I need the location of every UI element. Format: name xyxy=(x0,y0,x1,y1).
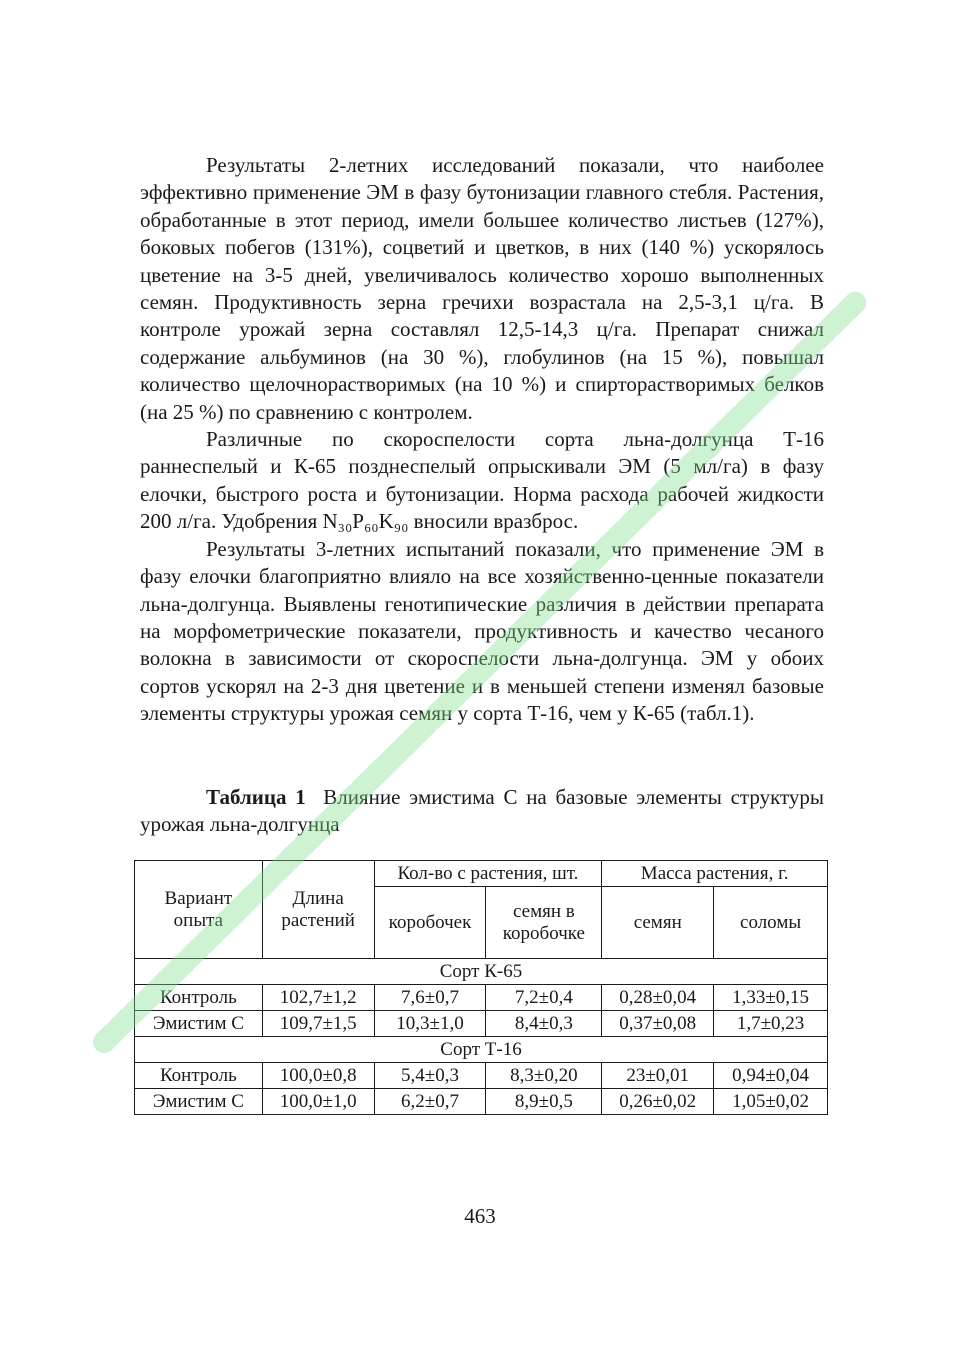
table-cell: Контроль xyxy=(135,985,263,1011)
paragraph-3: Результаты 3-летних испытаний показали, что применение ЭМ в фазу елочки благоприятно влияло на все хозяйственно-ценные показатели льна-долгунца. Выявлены генотипические различия в действии препарата на морфометрические показатели, продуктивность и качество чесаного волокна в зависимости от скороспелости льна-долгунца. ЭМ у обоих сортов ускорял на 2-3 дня цветение и в меньшей степени изменял базовые элементы структуры урожая семян у сорта Т-16, чем у К-65 (табл.1). xyxy=(140,536,824,726)
header-seeds-in-pod: семян в коробочке xyxy=(486,887,602,959)
table-caption-label: Таблица 1 xyxy=(206,785,306,809)
table-cell: 0,94±0,04 xyxy=(714,1063,828,1089)
table-cell: Эмистим С xyxy=(135,1089,263,1115)
table-row xyxy=(135,985,828,1011)
body-text xyxy=(140,152,824,728)
table-cell: 8,4±0,3 xyxy=(486,1011,602,1037)
table-row xyxy=(135,1089,828,1115)
header-length: Длина растений xyxy=(262,861,374,959)
header-count-group: Кол-во с растения, шт. xyxy=(374,861,602,887)
table-cell: 1,7±0,23 xyxy=(714,1011,828,1037)
table-cell: 109,7±1,5 xyxy=(262,1011,374,1037)
header-variant: Вариант опыта xyxy=(135,861,263,959)
table-cell: 102,7±1,2 xyxy=(262,985,374,1011)
table-caption-text: Влияние эмистима С на базовые элементы структуры урожая льна-долгунца xyxy=(140,785,825,836)
table-caption xyxy=(140,784,824,838)
table-cell: 6,2±0,7 xyxy=(374,1089,486,1115)
table-row xyxy=(135,1063,828,1089)
paragraph-2: Различные по скороспелости сорта льна-долгунца Т-16 раннеспелый и К-65 позднеспелый опрыскивали ЭМ (5 мл/га) в фазу елочки, быстрого роста и бутонизации. Норма расхода рабочей жидкости 200 л/га. Удобрения N₃₀P₆₀K₉₀ вносили вразброс. xyxy=(140,427,824,534)
page-number: 463 xyxy=(464,1204,496,1228)
table-row xyxy=(135,1011,828,1037)
group-header-k65: Сорт К-65 xyxy=(135,959,828,985)
header-mass-group: Масса растения, г. xyxy=(602,861,828,887)
data-table xyxy=(134,860,828,1115)
table-cell: 100,0±1,0 xyxy=(262,1089,374,1115)
table-cell: 8,9±0,5 xyxy=(486,1089,602,1115)
table-cell: 1,33±0,15 xyxy=(714,985,828,1011)
group-header-t16: Сорт Т-16 xyxy=(135,1037,828,1063)
header-pods: коробочек xyxy=(374,887,486,959)
table-cell: 23±0,01 xyxy=(602,1063,714,1089)
table-cell: Контроль xyxy=(135,1063,263,1089)
table-cell: Эмистим С xyxy=(135,1011,263,1037)
table-cell: 0,37±0,08 xyxy=(602,1011,714,1037)
paragraph-1: Результаты 2-летних исследований показали, что наиболее эффективно применение ЭМ в фазу бутонизации главного стебля. Растения, обработанные в этот период, имели большее количество листьев (127%), боковых побегов (131%), соцветий и цветков, в них (140 %) ускорялось цветение на 3-5 дней, увеличивалось количество хорошо выполненных семян. Продуктивность зерна гречихи возрастала на 2,5-3,1 ц/га. В контроле урожай зерна составлял 12,5-14,3 ц/га. Препарат снижал содержание альбуминов (на 30 %), глобулинов (на 15 %), повышал количество щелочнорастворимых (на 10 %) и спирторастворимых белков (на 25 %) по сравнению с контролем. xyxy=(140,153,824,424)
table-cell: 7,6±0,7 xyxy=(374,985,486,1011)
table-cell: 100,0±0,8 xyxy=(262,1063,374,1089)
table-cell: 0,28±0,04 xyxy=(602,985,714,1011)
header-straw: соломы xyxy=(714,887,828,959)
table-cell: 8,3±0,20 xyxy=(486,1063,602,1089)
table-cell: 5,4±0,3 xyxy=(374,1063,486,1089)
table-cell: 0,26±0,02 xyxy=(602,1089,714,1115)
header-seeds: семян xyxy=(602,887,714,959)
table-cell: 7,2±0,4 xyxy=(486,985,602,1011)
table-cell: 10,3±1,0 xyxy=(374,1011,486,1037)
table-cell: 1,05±0,02 xyxy=(714,1089,828,1115)
